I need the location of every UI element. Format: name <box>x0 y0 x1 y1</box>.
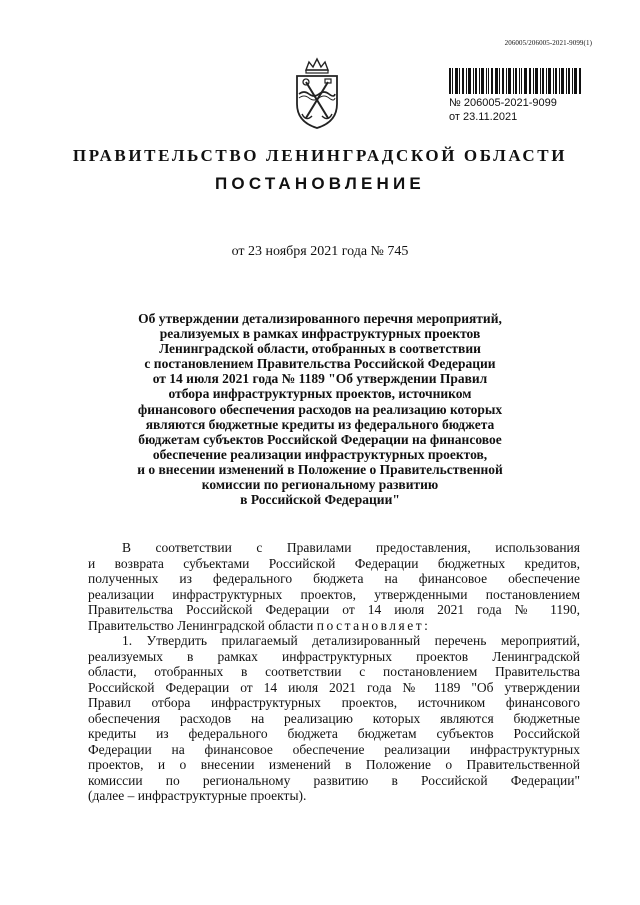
paragraph-preamble <box>88 540 580 633</box>
title-line: и о внесении изменений в Положение о Правительственной <box>137 461 503 477</box>
body-line: Федерации на финансовое обеспечение реализации инфраструктурных <box>88 741 580 757</box>
body-line: и возврата субъектами Российской Федерации бюджетных кредитов, <box>88 555 580 571</box>
body-line: комиссии по региональному развитию в Российской Федерации" <box>88 772 580 788</box>
barcode-icon <box>449 68 581 94</box>
body-line-resolution <box>88 618 580 634</box>
title-line: обеспечение реализации инфраструктурных проектов, <box>152 446 488 462</box>
registration-date: от 23.11.2021 <box>449 111 518 123</box>
body-line: Правительства Российской Федерации от 14 июля 2021 года № 1190, <box>88 602 580 617</box>
body-line: обеспечения расходов на реализацию которых являются бюджетные <box>88 710 580 726</box>
registration-block <box>449 96 557 124</box>
registration-number: № 206005-2021-9099 <box>449 97 557 109</box>
resolution-suffix: : <box>424 617 428 633</box>
document-reference: 206005/206005-2021-9099(1) <box>504 39 592 47</box>
title-line: являются бюджетные кредиты из федерального бюджета <box>145 416 495 432</box>
document-body <box>88 540 580 804</box>
coat-of-arms-icon <box>292 56 342 130</box>
resolution-verb: постановляет <box>316 617 425 633</box>
title-line: с постановлением Правительства Российской Федерации <box>144 356 496 372</box>
body-line: области, отобранных в соответствии с постановлением Правительства <box>88 664 580 679</box>
document-title <box>70 311 570 507</box>
body-line: полученных из федерального бюджета на финансовое обеспечение <box>88 571 580 586</box>
title-line: Ленинградской области, отобранных в соответствии <box>159 341 481 357</box>
body-line: В соответствии с Правилами предоставления, использования <box>122 540 580 555</box>
body-line: проектов, и о внесении изменений в Положение о Правительственной <box>88 757 580 772</box>
body-line: реализации инфраструктурных проектов, утвержденными постановлением <box>88 586 580 602</box>
document-date: от 23 ноября 2021 года № 745 <box>231 244 409 259</box>
title-line: реализуемых в рамках инфраструктурных проектов <box>159 326 481 342</box>
body-line: 1. Утвердить прилагаемый детализированный перечень мероприятий, <box>122 633 580 648</box>
title-line: комиссии по региональному развитию <box>201 477 439 493</box>
paragraph-item-1 <box>88 633 580 804</box>
body-line: кредиты из федерального бюджета бюджетам субъектов Российской <box>88 726 580 741</box>
title-line: от 14 июля 2021 года № 1189 "Об утверждении Правил <box>152 371 488 387</box>
body-line: Правил отбора инфраструктурных проектов, источником финансового <box>88 695 580 710</box>
authority-name: ПРАВИТЕЛЬСТВО ЛЕНИНГРАДСКОЙ ОБЛАСТИ <box>72 146 568 165</box>
body-line: (далее – инфраструктурные проекты). <box>88 788 307 803</box>
body-line: Российской Федерации от 14 июля 2021 года № 1189 "Об утверждении <box>88 679 580 695</box>
title-line: бюджетам субъектов Российской Федерации на финансовое <box>138 431 502 447</box>
title-line: финансового обеспечения расходов на реализацию которых <box>137 401 503 417</box>
title-line: Об утверждении детализированного перечня мероприятий, <box>138 311 502 326</box>
body-line: реализуемых в рамках инфраструктурных проектов Ленинградской <box>88 648 580 664</box>
title-line: отбора инфраструктурных проектов, источником <box>168 386 472 402</box>
title-line: в Российской Федерации" <box>240 492 400 508</box>
document-type: ПОСТАНОВЛЕНИЕ <box>215 174 425 193</box>
resolution-prefix: Правительство Ленинградской области <box>88 617 317 633</box>
